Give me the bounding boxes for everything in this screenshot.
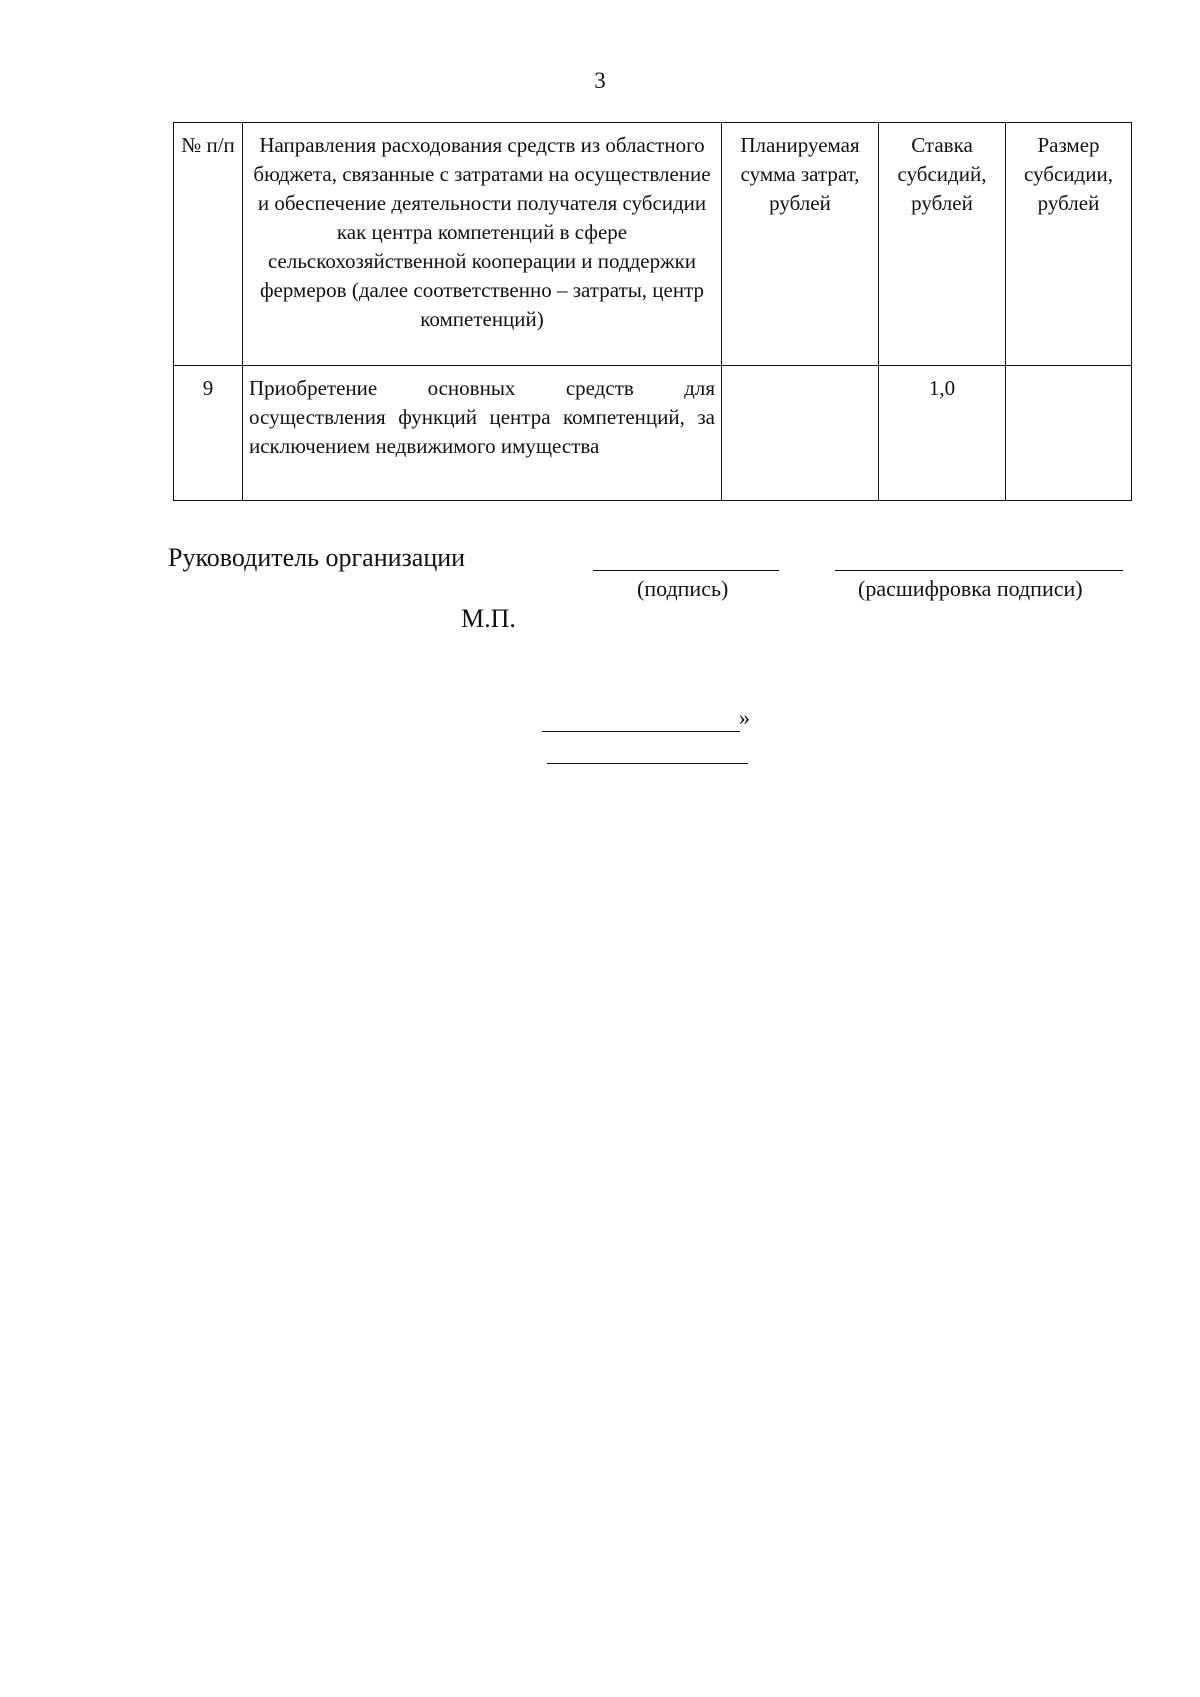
table-row [174,366,1132,501]
signatory-title: Руководитель организации [168,543,466,572]
date-second-line [547,763,748,764]
header-subsidy-size: Размер субсидии, рублей [1006,123,1132,366]
row-subsidy-size [1006,366,1132,501]
row-planned-sum [722,366,879,501]
header-number: № п/п [174,123,243,366]
signature-decoding-caption: (расшифровка подписи) [858,576,1083,601]
table-header-row [174,123,1132,366]
page-number: 3 [594,68,606,93]
closing-quote: » [739,705,750,730]
row-direction: Приобретение основных средств для осуществления функций центра компетенций, за исключением недвижимого имущества [243,366,722,501]
row-number: 9 [174,366,243,501]
expense-table [173,122,1132,501]
signature-line [593,570,779,571]
stamp-placeholder: М.П. [461,604,516,633]
header-planned-sum: Планируемая сумма затрат, рублей [722,123,879,366]
signature-decoding-line [835,570,1123,571]
signature-caption: (подпись) [637,576,729,601]
date-line [542,731,740,732]
row-subsidy-rate: 1,0 [879,366,1006,501]
header-direction: Направления расходования средств из областного бюджета, связанные с затратами на осуществление и обеспечение деятельности получателя субсидии как центра компетенций в сфере сельскохозяйственной кооперации и поддержки фермеров (далее соответственно – затраты, центр компетенций) [243,123,722,366]
header-subsidy-rate: Ставка субсидий, рублей [879,123,1006,366]
